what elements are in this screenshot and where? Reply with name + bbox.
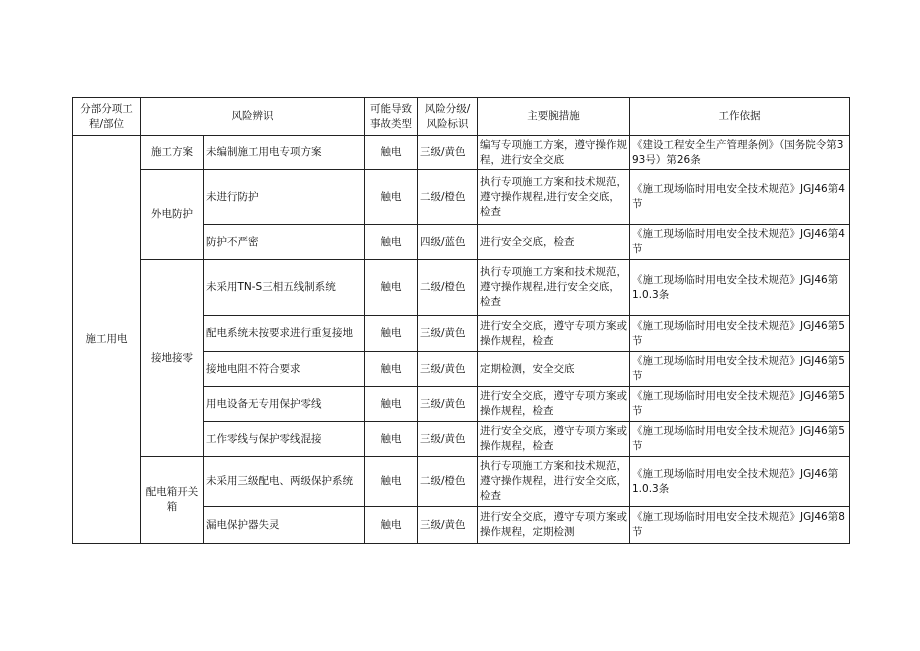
risk-cell: 漏电保护器失灵: [204, 507, 365, 544]
risk-cell: 接地电阻不符合要求: [204, 352, 365, 387]
header-risk-identification: 风险辨识: [141, 98, 365, 136]
measure-cell: 进行安全交底，遵守专项方案或操作规程，检查: [478, 387, 630, 422]
header-measures: 主要腕措施: [478, 98, 630, 136]
table-row: [73, 457, 850, 507]
header-part: 分部分项工程/部位: [73, 98, 141, 136]
accident-type-cell: 触电: [365, 260, 418, 316]
risk-cell: 未采用三级配电、两级保护系统: [204, 457, 365, 507]
accident-type-cell: 触电: [365, 225, 418, 260]
risk-cell: 未进行防护: [204, 170, 365, 225]
accident-type-cell: 触电: [365, 136, 418, 170]
accident-type-cell: 触电: [365, 170, 418, 225]
risk-cell: 未采用TN-S三相五线制系统: [204, 260, 365, 316]
basis-cell: 《施工现场临时用电安全技术规范》JGJ46第8节: [630, 507, 850, 544]
risk-level-cell: 四级/蓝色: [418, 225, 478, 260]
category-cell: 外电防护: [141, 170, 204, 260]
basis-cell: 《施工现场临时用电安全技术规范》JGJ46第5节: [630, 316, 850, 352]
risk-cell: 配电系统未按要求进行重复接地: [204, 316, 365, 352]
measure-cell: 执行专项施工方案和技术规范，遵守操作规程,进行安全交底，检查: [478, 170, 630, 225]
risk-cell: 防护不严密: [204, 225, 365, 260]
risk-cell: 用电设备无专用保护零线: [204, 387, 365, 422]
table-row: [73, 170, 850, 225]
basis-cell: 《施工现场临时用电安全技术规范》JGJ46第1.0.3条: [630, 260, 850, 316]
measure-cell: 进行安全交底，遵守专项方案或操作规程，检查: [478, 422, 630, 457]
risk-level-cell: 二级/橙色: [418, 457, 478, 507]
accident-type-cell: 触电: [365, 457, 418, 507]
measure-cell: 执行专项施工方案和技术规范，遵守操作规程，进行安全交底，检查: [478, 457, 630, 507]
measure-cell: 进行安全交底，遵守专项方案或操作规程，检查: [478, 316, 630, 352]
risk-level-cell: 三级/黄色: [418, 136, 478, 170]
basis-cell: 《施工现场临时用电安全技术规范》JGJ46第5节: [630, 387, 850, 422]
measure-cell: 编写专项施工方案，遵守操作规程，进行安全交底: [478, 136, 630, 170]
measure-cell: 进行安全交底，遵守专项方案或操作规程，定期检测: [478, 507, 630, 544]
risk-level-cell: 三级/黄色: [418, 422, 478, 457]
accident-type-cell: 触电: [365, 316, 418, 352]
basis-cell: 《施工现场临时用电安全技术规范》JGJ46第4节: [630, 170, 850, 225]
basis-cell: 《施工现场临时用电安全技术规范》JGJ46第5节: [630, 352, 850, 387]
measure-cell: 进行安全交底，检查: [478, 225, 630, 260]
table-row: [73, 260, 850, 316]
header-accident-type: 可能导致事故类型: [365, 98, 418, 136]
header-basis: 工作依据: [630, 98, 850, 136]
category-cell: 配电箱开关箱: [141, 457, 204, 544]
category-cell: 接地接零: [141, 260, 204, 457]
basis-cell: 《建设工程安全生产管理条例》（国务院令第393号）第26条: [630, 136, 850, 170]
basis-cell: 《施工现场临时用电安全技术规范》JGJ46第5节: [630, 422, 850, 457]
measure-cell: 定期检测，安全交底: [478, 352, 630, 387]
header-risk-level: 风险分级/风险标识: [418, 98, 478, 136]
risk-level-cell: 三级/黄色: [418, 316, 478, 352]
risk-table: [72, 97, 850, 544]
measure-cell: 执行专项施工方案和技术规范，遵守操作规程,进行安全交底，检查: [478, 260, 630, 316]
accident-type-cell: 触电: [365, 507, 418, 544]
accident-type-cell: 触电: [365, 387, 418, 422]
category-cell: 施工方案: [141, 136, 204, 170]
table-row: [73, 136, 850, 170]
risk-cell: 未编制施工用电专项方案: [204, 136, 365, 170]
risk-level-cell: 二级/橙色: [418, 260, 478, 316]
accident-type-cell: 触电: [365, 352, 418, 387]
risk-level-cell: 三级/黄色: [418, 352, 478, 387]
basis-cell: 《施工现场临时用电安全技术规范》JGJ46第4节: [630, 225, 850, 260]
header-row: [73, 98, 850, 136]
risk-cell: 工作零线与保护零线混接: [204, 422, 365, 457]
risk-level-cell: 三级/黄色: [418, 387, 478, 422]
part-name-cell: 施工用电: [73, 136, 141, 544]
risk-level-cell: 三级/黄色: [418, 507, 478, 544]
basis-cell: 《施工现场临时用电安全技术规范》JGJ46第1.0.3条: [630, 457, 850, 507]
risk-level-cell: 二级/橙色: [418, 170, 478, 225]
accident-type-cell: 触电: [365, 422, 418, 457]
